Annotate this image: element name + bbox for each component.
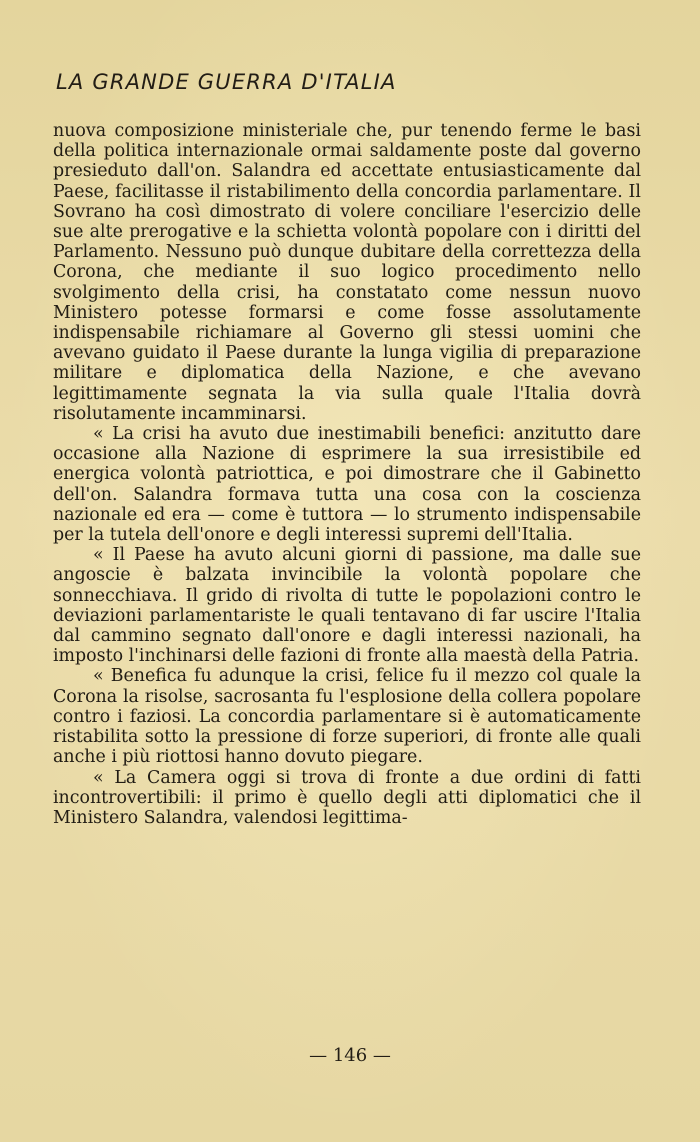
paragraph-3: « Il Paese ha avuto alcuni giorni di passione, ma dalle sue angoscie è balzata invincibile la volontà popolare che sonnecchiava. Il grido di rivolta di tutte le popolazioni contro le deviazioni parlamentariste le quali tentavano di far uscire l'Italia dal cammino segnato dall'onore e dagli interessi nazionali, ha imposto l'inchinarsi delle fazioni di fronte alla maestà della Patria. <box>53 545 641 667</box>
paragraph-4: « Benefica fu adunque la crisi, felice fu il mezzo col quale la Corona la risolse, sacrosanta fu l'esplosione della collera popolare contro i faziosi. La concordia parlamentare si è automaticamente ristabilita sotto la pressione di forze superiori, di fronte alle quali anche i più riottosi hanno dovuto piegare. <box>53 666 641 768</box>
body-text <box>53 121 641 828</box>
paragraph-5: « La Camera oggi si trova di fronte a due ordini di fatti incontrovertibili: il primo è quello degli atti diplomatici che il Ministero Salandra, valendosi legittima- <box>53 767 641 828</box>
running-head: LA GRANDE GUERRA D'ITALIA <box>56 70 397 94</box>
page-number: — 146 — <box>309 1045 391 1066</box>
paragraph-1: nuova composizione ministeriale che, pur tenendo ferme le basi della politica internazionale ormai saldamente poste dal governo presieduto dall'on. Salandra ed accettate entusiasticamente dal Paese, facilitasse il ristabilimento della concordia parlamentare. Il Sovrano ha così dimostrato di volere conciliare l'esercizio delle sue alte prerogative e la schietta volontà popolare con i diritti del Parlamento. Nessuno può dunque dubitare della correttezza della Corona, che mediante il suo logico procedimento nello svolgimento della crisi, ha constatato come nessun nuovo Ministero potesse formarsi e come fosse assolutamente indispensabile richiamare al Governo gli stessi uomini che avevano guidato il Paese durante la lunga vigilia di preparazione militare e diplomatica della Nazione, e che avevano legittimamente segnata la via sulla quale l'Italia dovrà risolutamente incamminarsi. <box>53 121 641 424</box>
paragraph-2: « La crisi ha avuto due inestimabili benefici: anzitutto dare occasione alla Nazione di esprimere la sua irresistibile ed energica volontà patriottica, e poi dimostrare che il Gabinetto dell'on. Salandra formava tutta una cosa con la coscienza nazionale ed era — come è tuttora — lo strumento indispensabile per la tutela dell'onore e degli interessi supremi dell'Italia. <box>53 424 641 546</box>
